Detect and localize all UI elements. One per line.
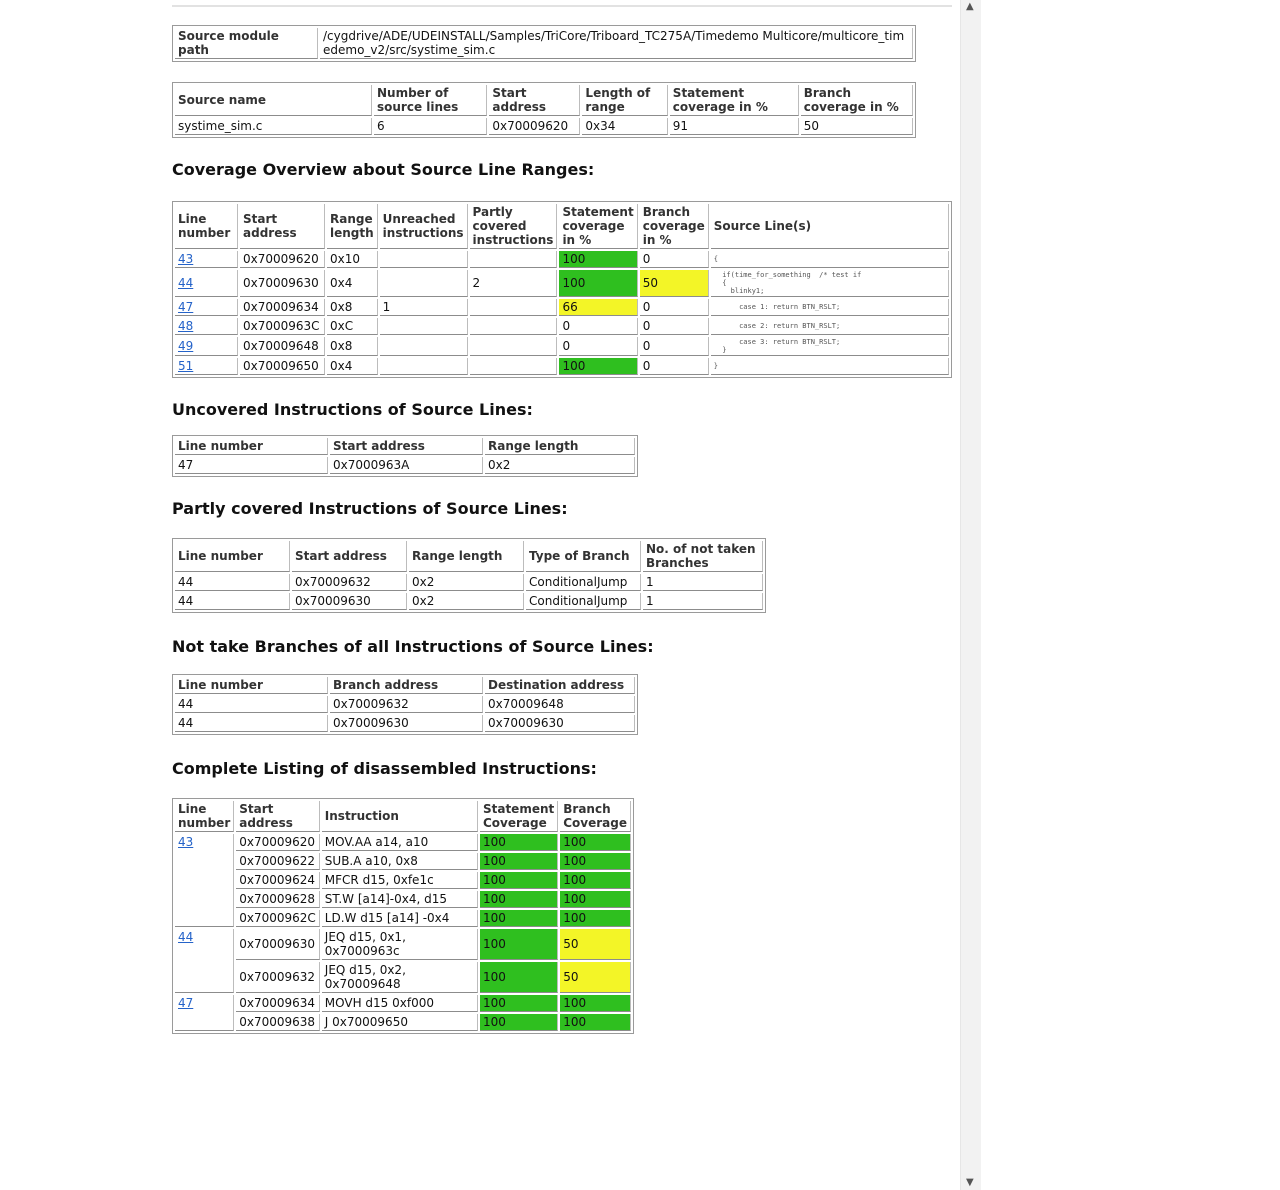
ov-cell-branch: 0 <box>640 299 709 316</box>
ls-cell-branch: 100 <box>560 872 631 889</box>
table-row <box>175 457 635 474</box>
table-row <box>175 995 631 1012</box>
ov-cell-unreached <box>380 251 468 268</box>
un-cell-len: 0x2 <box>485 457 635 474</box>
source-line-link[interactable]: 47 <box>178 996 194 1010</box>
pc-cell: 0x70009630 <box>292 593 407 610</box>
ov-cell-unreached <box>380 318 468 335</box>
ls-cell-stmt: 100 <box>480 834 558 851</box>
table-row <box>175 910 631 927</box>
ov-cell-partly: 2 <box>470 270 558 297</box>
report-content <box>172 0 962 1034</box>
cell-range-length: 0x34 <box>582 118 667 135</box>
ls-cell-instr: JEQ d15, 0x2, 0x70009648 <box>322 962 478 993</box>
col-start-address: Start address <box>489 85 580 116</box>
ov-cell-partly <box>470 251 558 268</box>
module-path-value: /cygdrive/ADE/UDEINSTALL/Samples/TriCore/Triboard_TC275A/Timedemo Multicore/multicore_timedemo_v2/src/systime_sim.c <box>320 28 913 59</box>
ls-cell-line <box>175 929 234 993</box>
nt-cell: 0x70009630 <box>330 715 483 732</box>
cell-source-lines: 6 <box>374 118 487 135</box>
table-row <box>175 593 763 610</box>
ov-cell-source: } <box>711 358 949 375</box>
ls-col-branch: Branch Coverage <box>560 801 631 832</box>
ls-cell-stmt: 100 <box>480 853 558 870</box>
cell-start-address: 0x70009620 <box>489 118 580 135</box>
ov-cell-source: case 2: return BTN_RSLT; <box>711 318 949 335</box>
overview-table <box>172 201 952 378</box>
ov-cell-start: 0x7000963C <box>240 318 325 335</box>
ls-cell-instr: SUB.A a10, 0x8 <box>322 853 478 870</box>
ls-cell-line <box>175 995 234 1031</box>
table-row <box>175 872 631 889</box>
ls-cell-instr: LD.W d15 [a14] -0x4 <box>322 910 478 927</box>
table-row <box>175 251 949 268</box>
ov-cell-stmt: 100 <box>559 270 637 297</box>
nt-col-branch: Branch address <box>330 677 483 694</box>
ls-col-instr: Instruction <box>322 801 478 832</box>
ov-cell-unreached <box>380 270 468 297</box>
ov-cell-line <box>175 270 238 297</box>
ov-cell-branch: 0 <box>640 337 709 356</box>
ls-cell-stmt: 100 <box>480 891 558 908</box>
source-line-link[interactable]: 44 <box>178 930 194 944</box>
ls-cell-start: 0x70009632 <box>236 962 320 993</box>
ov-cell-start: 0x70009620 <box>240 251 325 268</box>
table-row <box>175 337 949 356</box>
ls-cell-instr: MOVH d15 0xf000 <box>322 995 478 1012</box>
cell-source-name: systime_sim.c <box>175 118 372 135</box>
ov-col-branch: Branch coverage in % <box>640 204 709 249</box>
overview-title: Coverage Overview about Source Line Ranges: <box>172 160 595 179</box>
ov-cell-stmt: 100 <box>559 358 637 375</box>
ov-cell-start: 0x70009648 <box>240 337 325 356</box>
ov-col-partly: Partly covered instructions <box>470 204 558 249</box>
ov-col-len: Range length <box>327 204 378 249</box>
ls-col-line: Line number <box>175 801 234 832</box>
ov-cell-line <box>175 318 238 335</box>
source-line-link[interactable]: 48 <box>178 319 194 333</box>
ov-cell-stmt: 66 <box>559 299 637 316</box>
nt-col-dest: Destination address <box>485 677 635 694</box>
ls-cell-instr: MFCR d15, 0xfe1c <box>322 872 478 889</box>
scroll-down-icon[interactable]: ▼ <box>966 1177 974 1188</box>
nt-cell: 44 <box>175 696 328 713</box>
ov-cell-source: case 1: return BTN_RSLT; <box>711 299 949 316</box>
ov-cell-unreached <box>380 337 468 356</box>
ls-cell-branch: 50 <box>560 929 631 960</box>
col-range-length: Length of range <box>582 85 667 116</box>
nt-cell: 0x70009630 <box>485 715 635 732</box>
ls-cell-stmt: 100 <box>480 910 558 927</box>
ov-cell-branch: 0 <box>640 358 709 375</box>
table-row <box>175 853 631 870</box>
ls-cell-branch: 100 <box>560 853 631 870</box>
top-divider <box>172 0 952 7</box>
table-row <box>175 929 631 960</box>
ov-cell-len: 0x10 <box>327 251 378 268</box>
source-line-link[interactable]: 51 <box>178 359 194 373</box>
un-col-line: Line number <box>175 438 328 455</box>
listing-title: Complete Listing of disassembled Instructions: <box>172 759 597 778</box>
ls-cell-branch: 100 <box>560 995 631 1012</box>
ls-cell-stmt: 100 <box>480 1014 558 1031</box>
ov-cell-start: 0x70009650 <box>240 358 325 375</box>
ov-cell-partly <box>470 358 558 375</box>
table-row <box>175 270 949 297</box>
ls-cell-start: 0x70009628 <box>236 891 320 908</box>
pc-cell: 0x2 <box>409 574 524 591</box>
ov-cell-len: 0x8 <box>327 337 378 356</box>
ov-cell-source: if(time_for_something /* test if { blinky1; <box>711 270 949 297</box>
uncovered-table <box>172 435 638 477</box>
ov-cell-partly <box>470 318 558 335</box>
pc-cell: 44 <box>175 574 290 591</box>
ov-col-start: Start address <box>240 204 325 249</box>
scroll-up-icon[interactable]: ▲ <box>966 1 974 12</box>
source-line-link[interactable]: 43 <box>178 252 194 266</box>
pc-col-count: No. of not taken Branches <box>643 541 763 572</box>
ov-cell-start: 0x70009634 <box>240 299 325 316</box>
ov-cell-unreached: 1 <box>380 299 468 316</box>
pc-cell: ConditionalJump <box>526 593 641 610</box>
ov-cell-len: 0x4 <box>327 270 378 297</box>
ls-cell-start: 0x70009624 <box>236 872 320 889</box>
un-col-len: Range length <box>485 438 635 455</box>
ls-cell-start: 0x70009620 <box>236 834 320 851</box>
table-row <box>175 358 949 375</box>
ls-cell-stmt: 100 <box>480 962 558 993</box>
module-path-table <box>172 25 916 62</box>
ls-cell-start: 0x70009638 <box>236 1014 320 1031</box>
table-row <box>175 318 949 335</box>
ls-cell-instr: MOV.AA a14, a10 <box>322 834 478 851</box>
col-statement-coverage: Statement coverage in % <box>670 85 799 116</box>
nt-cell: 0x70009648 <box>485 696 635 713</box>
ov-cell-source: { <box>711 251 949 268</box>
col-source-name: Source name <box>175 85 372 116</box>
cell-branch-coverage: 50 <box>801 118 913 135</box>
nt-cell: 44 <box>175 715 328 732</box>
source-line-link[interactable]: 43 <box>178 835 194 849</box>
ls-cell-instr: ST.W [a14]-0x4, d15 <box>322 891 478 908</box>
partly-title: Partly covered Instructions of Source Lines: <box>172 499 568 518</box>
pc-cell: 44 <box>175 593 290 610</box>
table-row <box>175 891 631 908</box>
col-source-lines: Number of source lines <box>374 85 487 116</box>
cell-statement-coverage: 91 <box>670 118 799 135</box>
ls-cell-start: 0x70009622 <box>236 853 320 870</box>
source-line-link[interactable]: 49 <box>178 339 194 353</box>
ls-col-stmt: Statement Coverage <box>480 801 558 832</box>
pc-cell: 1 <box>643 574 763 591</box>
ls-cell-branch: 100 <box>560 910 631 927</box>
ov-cell-len: 0xC <box>327 318 378 335</box>
ov-cell-stmt: 0 <box>559 337 637 356</box>
ov-cell-source: case 3: return BTN_RSLT; } <box>711 337 949 356</box>
ov-cell-len: 0x4 <box>327 358 378 375</box>
ls-cell-instr: J 0x70009650 <box>322 1014 478 1031</box>
ls-cell-branch: 100 <box>560 891 631 908</box>
nt-col-line: Line number <box>175 677 328 694</box>
ov-cell-stmt: 100 <box>559 251 637 268</box>
ls-cell-stmt: 100 <box>480 995 558 1012</box>
col-branch-coverage: Branch coverage in % <box>801 85 913 116</box>
vertical-scrollbar[interactable] <box>960 0 981 1190</box>
table-row <box>175 574 763 591</box>
ls-cell-start: 0x70009634 <box>236 995 320 1012</box>
not-taken-title: Not take Branches of all Instructions of Source Lines: <box>172 637 654 656</box>
pc-cell: ConditionalJump <box>526 574 641 591</box>
ls-cell-instr: JEQ d15, 0x1, 0x7000963c <box>322 929 478 960</box>
table-row <box>175 715 635 732</box>
source-info-table <box>172 82 916 138</box>
ls-col-start: Start address <box>236 801 320 832</box>
ov-cell-len: 0x8 <box>327 299 378 316</box>
ov-cell-branch: 0 <box>640 318 709 335</box>
un-col-start: Start address <box>330 438 483 455</box>
ov-cell-line <box>175 251 238 268</box>
ov-cell-partly <box>470 299 558 316</box>
pc-col-line: Line number <box>175 541 290 572</box>
ls-cell-branch: 100 <box>560 1014 631 1031</box>
ov-col-src: Source Line(s) <box>711 204 949 249</box>
nt-cell: 0x70009632 <box>330 696 483 713</box>
pc-cell: 1 <box>643 593 763 610</box>
pc-col-type: Type of Branch <box>526 541 641 572</box>
ov-cell-line <box>175 358 238 375</box>
ls-cell-stmt: 100 <box>480 929 558 960</box>
ov-cell-partly <box>470 337 558 356</box>
ov-col-line: Line number <box>175 204 238 249</box>
listing-table <box>172 798 634 1034</box>
ov-cell-unreached <box>380 358 468 375</box>
table-row <box>175 834 631 851</box>
table-row <box>175 962 631 993</box>
table-row <box>175 1014 631 1031</box>
module-path-label: Source module path <box>175 28 318 59</box>
partly-table <box>172 538 766 613</box>
not-taken-table <box>172 674 638 735</box>
ls-cell-start: 0x7000962C <box>236 910 320 927</box>
ov-cell-branch: 0 <box>640 251 709 268</box>
ov-cell-line <box>175 337 238 356</box>
source-line-link[interactable]: 47 <box>178 300 194 314</box>
ov-cell-stmt: 0 <box>559 318 637 335</box>
pc-cell: 0x2 <box>409 593 524 610</box>
uncovered-title: Uncovered Instructions of Source Lines: <box>172 400 533 419</box>
source-line-link[interactable]: 44 <box>178 276 194 290</box>
ls-cell-branch: 100 <box>560 834 631 851</box>
pc-col-start: Start address <box>292 541 407 572</box>
ov-col-stmt: Statement coverage in % <box>559 204 637 249</box>
table-row <box>175 299 949 316</box>
ls-cell-stmt: 100 <box>480 872 558 889</box>
un-cell-line: 47 <box>175 457 328 474</box>
pc-cell: 0x70009632 <box>292 574 407 591</box>
ls-cell-line <box>175 834 234 927</box>
table-row <box>175 696 635 713</box>
ov-cell-branch: 50 <box>640 270 709 297</box>
ov-cell-line <box>175 299 238 316</box>
un-cell-start: 0x7000963A <box>330 457 483 474</box>
ov-col-unreached: Unreached instructions <box>380 204 468 249</box>
ls-cell-start: 0x70009630 <box>236 929 320 960</box>
pc-col-len: Range length <box>409 541 524 572</box>
ov-cell-start: 0x70009630 <box>240 270 325 297</box>
ls-cell-branch: 50 <box>560 962 631 993</box>
